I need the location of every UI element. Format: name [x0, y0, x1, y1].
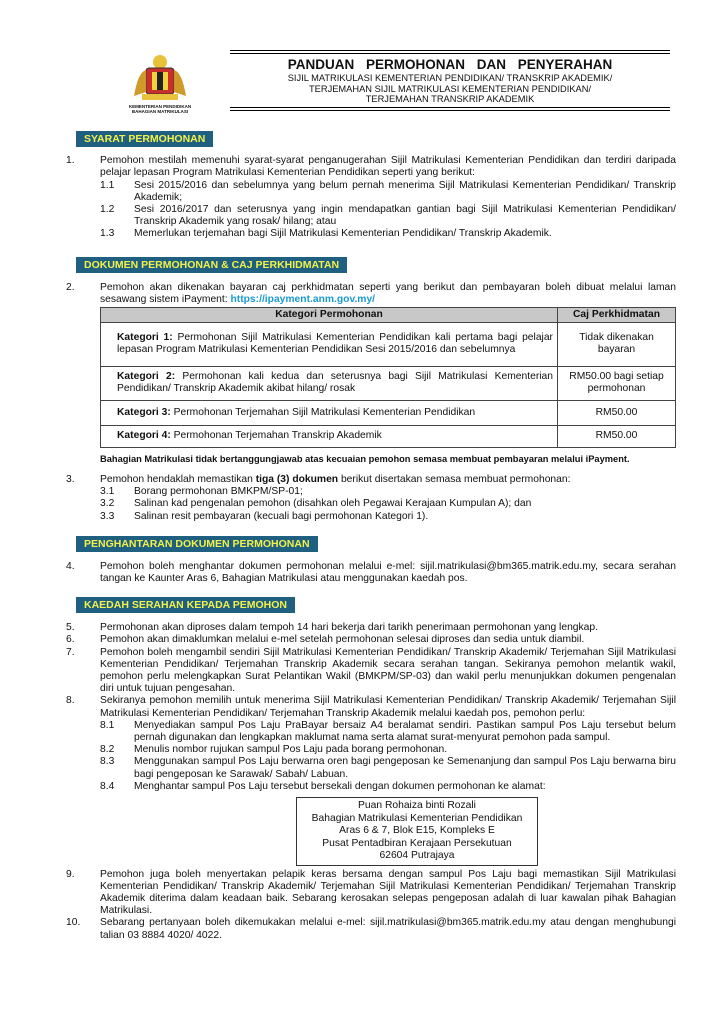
item-number: 1.1	[100, 179, 115, 191]
category-label: Kategori 4:	[117, 430, 171, 442]
item-number: 3.	[66, 474, 75, 486]
address-line: Aras 6 & 7, Blok E15, Kompleks E	[339, 825, 495, 837]
item-text: berikut disertakan semasa membuat permohonan:	[338, 474, 571, 486]
item-text: Pemohon akan dimaklumkan melalui e-mel setelah permohonan selesai diproses dan sedia untuk diambil.	[100, 634, 585, 646]
item-text: Pemohon juga boleh menyertakan pelapik keras bersama dengan sampul Pos Laju bagi memastikan Sijil Matrikulasi Kementerian Pendidikan/ Transkrip Akademik/ Terjemahan Sijil Matrikulasi Kementerian Pendidikan/ Terjemahan Transkrip Akademik diterima dalam keadaan baik. Sebarang kerosakan selepas pengeposan adalah di luar kawalan pihak Bahagian Matrikulasi.	[100, 868, 676, 917]
category-label: Kategori 1:	[117, 332, 173, 344]
item-number: 5.	[66, 622, 75, 634]
table-row	[101, 322, 676, 366]
address-line: 62604 Putrajaya	[379, 850, 455, 862]
item-number: 3.1	[100, 486, 115, 498]
sub-item	[100, 511, 676, 523]
address-line: Puan Rohaiza binti Rozali	[358, 800, 476, 812]
item-number: 8.	[66, 695, 75, 707]
item-text: Memerlukan terjemahan bagi Sijil Matrikulasi Kementerian Pendidikan/ Transkrip Akademik.	[134, 228, 552, 240]
coat-of-arms-icon	[130, 52, 190, 104]
subtitle-line: TERJEMAHAN TRANSKRIP AKADEMIK	[365, 94, 535, 104]
item-text: Menyediakan sampul Pos Laju PraBayar bersaiz A4 beralamat sendiri. Pastikan sampul Pos Laju tersebut belum pernah digunakan dan lengkapkan maklumat nama serta alamat surat-menyurat pemohon pada sampul.	[134, 719, 676, 744]
item-number: 10.	[66, 917, 81, 929]
item-text: Menggunakan sampul Pos Laju berwarna oren bagi pengeposan ke Semenanjung dan sampul Pos Laju berwarna biru bagi pengeposan ke Sarawak/ Sabah/ Labuan.	[134, 756, 676, 780]
address-line: Pusat Pentadbiran Kerajaan Persekutuan	[322, 837, 512, 849]
item-number: 8.3	[100, 756, 115, 768]
item-number: 7.	[66, 646, 75, 658]
item-number: 1.	[66, 155, 75, 167]
item-number: 2.	[66, 282, 75, 294]
item-text: Pemohon boleh menghantar dokumen permohonan melalui e-mel: sijil.matrikulasi@bm365.matrik.edu.my, secara serahan tangan ke Kaunter Aras 6, Bahagian Matrikulasi atau menggunakan kaedah pos.	[100, 561, 676, 585]
mailing-address-box	[296, 797, 538, 866]
item-number: 3.3	[100, 510, 115, 522]
fee-table	[100, 307, 676, 448]
fee-value: RM50.00 bagi setiap permohonan	[558, 366, 676, 400]
section-dokumen	[66, 257, 676, 523]
ipayment-link[interactable]: https://ipayment.anm.gov.my/	[230, 294, 376, 306]
list-item	[66, 561, 676, 585]
ministry-logo	[122, 52, 198, 120]
address-line: Bahagian Matrikulasi Kementerian Pendidikan	[311, 812, 523, 824]
item-text-bold: tiga (3) dokumen	[255, 474, 339, 486]
column-header: Caj Perkhidmatan	[558, 307, 676, 322]
list-item	[66, 155, 676, 179]
item-text: Pemohon hendaklah memastikan	[100, 474, 256, 486]
subtitle-line: SIJIL MATRIKULASI KEMENTERIAN PENDIDIKAN/ TRANSKRIP AKADEMIK/	[287, 73, 613, 83]
sub-item	[100, 498, 676, 510]
item-number: 1.2	[100, 204, 115, 216]
list-item	[66, 622, 676, 634]
item-text: Pemohon mestilah memenuhi syarat-syarat penganugerahan Sijil Matrikulasi Kementerian Pendidikan dan terdiri daripada pelajar lepasan Program Matrikulasi Kementerian Pendidikan seperti yang berikut:	[100, 155, 676, 179]
list-item	[66, 869, 676, 918]
sub-item	[100, 744, 676, 756]
sub-item	[100, 756, 676, 780]
item-text: Pemohon akan dikenakan bayaran caj perkhidmatan seperti yang berikut dan pembayaran boleh dibuat melalui laman sesawang sistem iPayment:	[100, 282, 676, 306]
list-item	[66, 634, 676, 646]
item-text: Sesi 2015/2016 dan sebelumnya yang belum pernah menerima Sijil Matrikulasi Kementerian Pendidikan/ Transkrip Akademik;	[134, 179, 676, 203]
table-row	[101, 425, 676, 447]
item-text: Sebarang pertanyaan boleh dikemukakan melalui e-mel: sijil.matrikulasi@bm365.matrik.edu.my atau dengan menghubungi talian 03 8884 4020/ 4022.	[100, 917, 676, 941]
sub-item	[100, 486, 676, 498]
item-text: Salinan kad pengenalan pemohon (disahkan oleh Pegawai Kerajaan Kumpulan A); dan	[134, 498, 532, 510]
section-heading: SYARAT PERMOHONAN	[76, 131, 213, 147]
item-number: 8.2	[100, 744, 115, 756]
category-desc: Permohonan Sijil Matrikulasi Kementerian Pendidikan kali pertama bagi pelajar lepasan Program Matrikulasi Kementerian Pendidikan Sesi 2015/2016 dan sebelumnya	[117, 332, 553, 356]
column-header: Kategori Permohonan	[101, 307, 558, 322]
subtitle-line: TERJEMAHAN SIJIL MATRIKULASI KEMENTERIAN PENDIDIKAN/	[308, 83, 592, 94]
category-label: Kategori 2:	[117, 371, 176, 383]
item-text: Permohonan akan diproses dalam tempoh 14 hari bekerja dari tarikh penerimaan permohonan yang lengkap.	[100, 622, 598, 634]
document-header	[230, 50, 670, 111]
category-desc: Permohonan kali kedua dan seterusnya bagi Sijil Matrikulasi Kementerian Pendidikan/ Transkrip Akademik akibat hilang/ rosak	[117, 371, 553, 395]
list-item	[66, 695, 676, 719]
section-heading: PENGHANTARAN DOKUMEN PERMOHONAN	[76, 536, 318, 552]
item-number: 3.2	[100, 498, 115, 510]
sub-item	[100, 204, 676, 228]
item-number: 6.	[66, 634, 75, 646]
fee-value: RM50.00	[558, 400, 676, 425]
item-number: 4.	[66, 561, 75, 573]
payment-note: Bahagian Matrikulasi tidak bertanggungjawab atas kecuaian pemohon semasa membuat pembayaran melalui iPayment.	[100, 453, 630, 464]
item-text: Menghantar sampul Pos Laju tersebut bersekali dengan dokumen permohonan ke alamat:	[134, 780, 546, 792]
sub-item	[100, 228, 676, 240]
table-row	[101, 400, 676, 425]
category-desc: Permohonan Terjemahan Sijil Matrikulasi Kementerian Pendidikan	[170, 406, 476, 418]
item-text: Borang permohonan BMKPM/SP-01;	[134, 486, 303, 498]
fee-value: RM50.00	[558, 425, 676, 447]
category-desc: Permohonan Terjemahan Transkrip Akademik	[170, 430, 382, 442]
item-text: Sesi 2016/2017 dan seterusnya yang ingin mendapatkan gantian bagi Sijil Matrikulasi Kementerian Pendidikan/ Transkrip Akademik yang rosak/ hilang; atau	[134, 204, 676, 228]
list-item	[66, 917, 676, 941]
document-title: PANDUAN PERMOHONAN DAN PENYERAHAN	[287, 57, 613, 72]
item-text: Pemohon boleh mengambil sendiri Sijil Matrikulasi Kementerian Pendidikan/ Transkrip Akademik/ Terjemahan Sijil Matrikulasi Kementerian Pendidikan/ Terjemahan Transkrip Akademik secara serahan tangan. Sekiranya pemohon melantik wakil, pemohon perlu melengkapkan Surat Pelantikan Wakil (BMKPM/SP-03) dan wakil perlu menunjukkan dokumen pengenalan diri untuk tujuan pengesahan.	[100, 646, 676, 695]
item-text: Sekiranya pemohon memilih untuk menerima Sijil Matrikulasi Kementerian Pendidikan/ Transkrip Akademik/ Terjemahan Sijil Matrikulasi Kementerian Pendidikan/ Terjemahan Transkrip Akademik melalui kaedah pos, pemohon perlu:	[100, 695, 676, 719]
section-syarat	[66, 131, 676, 241]
item-text: Salinan resit pembayaran (kecuali bagi permohonan Kategori 1).	[134, 510, 429, 522]
list-item	[66, 647, 676, 696]
item-number: 8.4	[100, 780, 115, 792]
sub-item	[100, 781, 676, 793]
section-heading: DOKUMEN PERMOHONAN & CAJ PERKHIDMATAN	[76, 257, 347, 273]
table-row	[101, 366, 676, 400]
section-kaedah	[66, 597, 676, 942]
logo-text: KEMENTERIAN PENDIDIKAN BAHAGIAN MATRIKULASI	[128, 104, 192, 114]
list-item	[66, 474, 676, 486]
item-text: Menulis nombor rujukan sampul Pos Laju pada borang permohonan.	[134, 744, 448, 756]
sub-item	[100, 720, 676, 744]
item-number: 1.3	[100, 228, 115, 240]
item-number: 9.	[66, 868, 75, 880]
section-heading: KAEDAH SERAHAN KEPADA PEMOHON	[76, 597, 295, 613]
category-label: Kategori 3:	[117, 406, 171, 418]
section-penghantaran	[66, 536, 676, 586]
list-item	[66, 282, 676, 306]
sub-item	[100, 180, 676, 204]
item-number: 8.1	[100, 719, 115, 731]
fee-value: Tidak dikenakan bayaran	[558, 322, 676, 366]
